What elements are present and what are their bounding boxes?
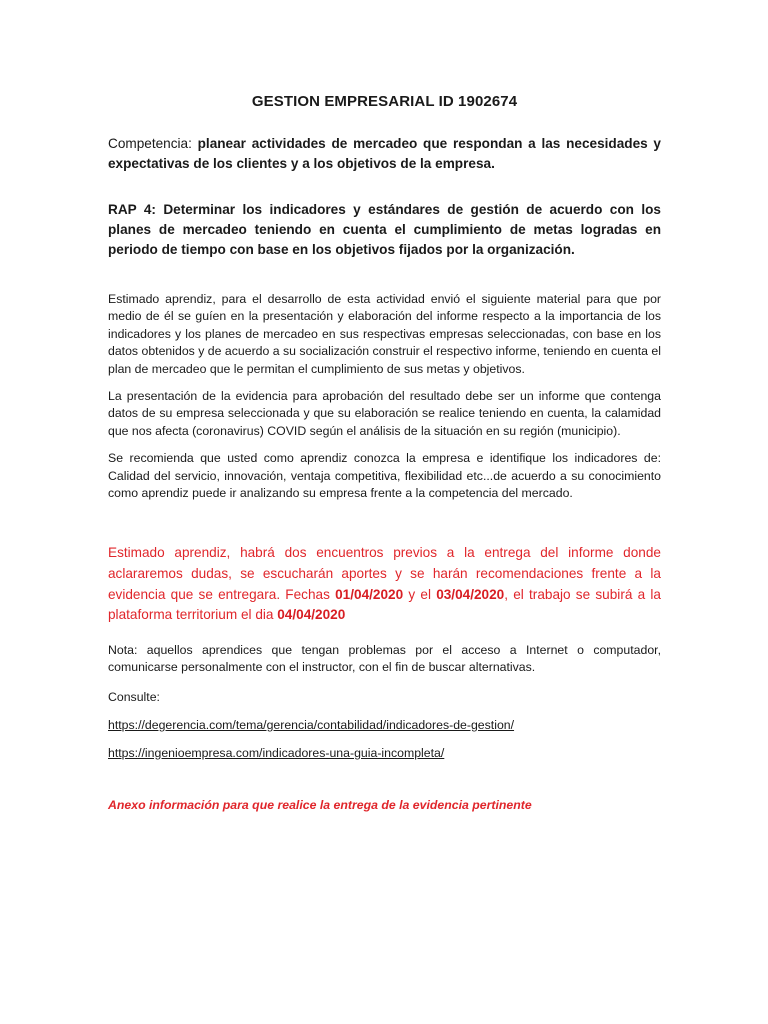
notice-date3: 04/04/2020 <box>277 607 346 623</box>
notice-date1: 01/04/2020 <box>335 586 404 602</box>
notice-date2: 03/04/2020 <box>436 586 505 602</box>
notice-part2: y el <box>403 586 437 602</box>
intro-paragraph: Estimado aprendiz, para el desarrollo de esta actividad envió el siguiente material para que por medio de él se guíen en la presentación y elaboración del informe respecto a la importancia de los indicadores y los planes de mercadeo en sus respectivas empresas seleccionadas, con base en los datos obtenidos y de acuerdo a su socialización construir el respectivo informe, teniendo en cuenta el plan de mercadeo que le permitan el cumplimiento de sus metas y objetivos. <box>108 292 662 376</box>
annex-note: Anexo información para que realice la entrega de la evidencia pertinente <box>108 797 532 812</box>
evidence-paragraph: La presentación de la evidencia para aprobación del resultado debe ser un informe que contenga datos de su empresa seleccionada y que su elaboración se realice teniendo en cuenta, la calamidad que nos afecta (coronavirus) COVID según el análisis de la situación en su región (municipio). <box>108 389 661 438</box>
nota-paragraph: Nota: aquellos aprendices que tengan problemas por el acceso a Internet o computador, comunicarse personalmente con el instructor, con el fin de buscar alternativas. <box>108 642 661 674</box>
competencia-paragraph <box>108 134 661 174</box>
rap-text: RAP 4: Determinar los indicadores y estándares de gestión de acuerdo con los planes de mercadeo teniendo en cuenta el cumplimiento de metas logradas en periodo de tiempo con base en los objetivos fijados por la organización. <box>108 202 661 257</box>
competencia-text: planear actividades de mercadeo que respondan a las necesidades y expectativas de los clientes y a los objetivos de la empresa. <box>108 136 661 171</box>
consulte-label: Consulte: <box>108 689 160 704</box>
notice-part3: , el trabajo se subirá a la plataforma territorium el dia <box>108 586 661 623</box>
rap-paragraph <box>108 200 661 260</box>
document-title: GESTION EMPRESARIAL ID 1902674 <box>251 93 518 110</box>
link-degerencia[interactable]: https://degerencia.com/tema/gerencia/contabilidad/indicadores-de-gestion/ <box>108 717 515 732</box>
link-ingenioempresa[interactable]: https://ingenioempresa.com/indicadores-una-guia-incompleta/ <box>108 745 445 760</box>
notice-part1: Estimado aprendiz, habrá dos encuentros previos a la entrega del informe donde aclararemos dudas, se escucharán aportes y se harán recomendaciones frente a la evidencia que se entregara. Fechas <box>108 545 661 602</box>
competencia-label: Competencia: <box>108 136 192 151</box>
meetings-notice <box>108 543 661 625</box>
document-page <box>108 93 661 824</box>
recommendation-paragraph: Se recomienda que usted como aprendiz conozca la empresa e identifique los indicadores de: Calidad del servicio, innovación, ventaja competitiva, flexibilidad etc...de acuerdo a su conocimiento como aprendiz puede ir analizando su empresa frente a la competencia del mercado. <box>108 451 661 501</box>
